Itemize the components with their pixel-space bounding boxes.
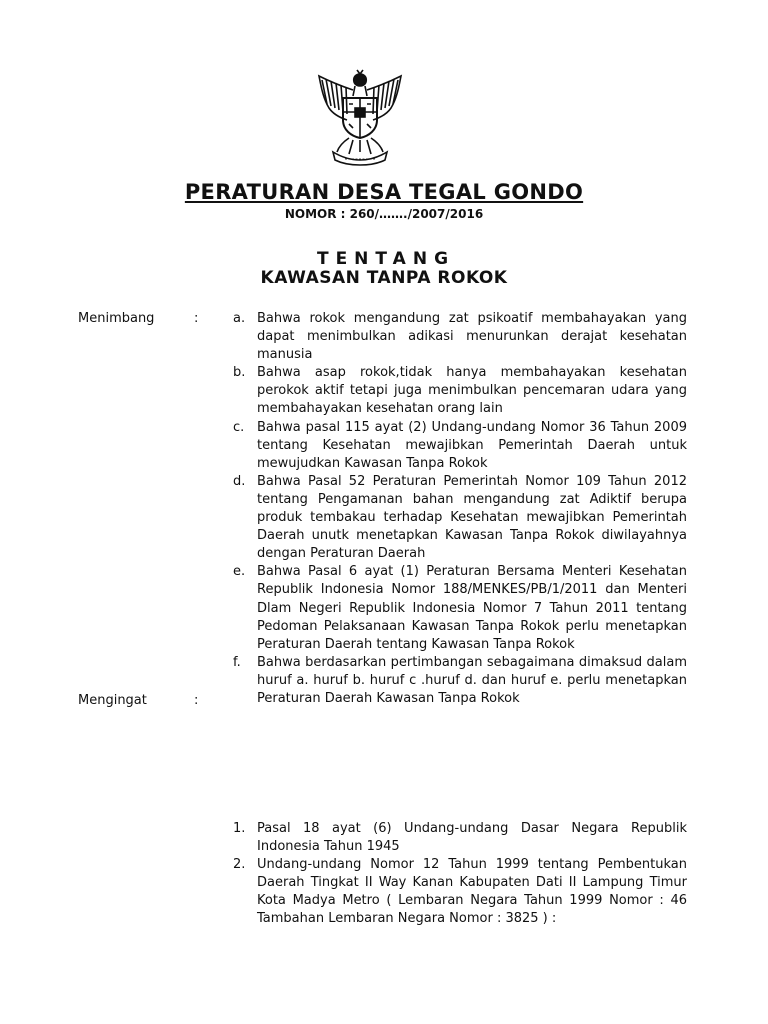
item-marker: 1. — [233, 821, 246, 836]
mengingat-list — [233, 820, 687, 929]
item-marker: c. — [233, 419, 245, 435]
item-text: Undang-undang Nomor 12 Tahun 1999 tentang Pembentukan Daerah Tingkat II Way Kanan Kabupaten Dati II Lampung Timur Kota Madya Metro ( Lembaran Negara Tahun 1999 Nomor : 46 Tambahan Lembaran Negara Nomor : 3825 ) : — [257, 857, 687, 927]
item-text: Bahwa berdasarkan pertimbangan sebagaimana dimaksud dalam huruf a. huruf b. huruf c .huruf d. dan huruf e. perlu menetapkan Peraturan Daerah Kawasan Tanpa Rokok — [257, 654, 687, 706]
mengingat-item-1 — [233, 820, 687, 856]
menimbang-item-f — [233, 654, 687, 708]
item-text: Bahwa pasal 115 ayat (2) Undang-undang Nomor 36 Tahun 2009 tentang Kesehatan mewajibkan Pemerintah Daerah untuk mewujudkan Kawasan Tanpa Rokok — [257, 419, 687, 471]
subject-heading: KAWASAN TANPA ROKOK — [260, 268, 508, 288]
menimbang-colon: : — [194, 311, 199, 326]
menimbang-item-e — [233, 563, 687, 653]
mengingat-item-2 — [233, 856, 687, 928]
garuda-emblem-icon — [313, 68, 407, 166]
document-title: PERATURAN DESA TEGAL GONDO — [184, 180, 584, 204]
menimbang-label: Menimbang — [78, 311, 155, 326]
mengingat-colon: : — [194, 693, 199, 708]
menimbang-item-a — [233, 310, 687, 364]
item-marker: a. — [233, 311, 246, 326]
item-marker: b. — [233, 365, 246, 381]
item-marker: e. — [233, 564, 246, 580]
menimbang-item-b — [233, 364, 687, 418]
mengingat-label: Mengingat — [78, 693, 147, 708]
item-text: Bahwa Pasal 52 Peraturan Pemerintah Nomor 109 Tahun 2012 tentang Pengamanan bahan mengandung zat Adiktif berupa produk tembakau terhadap Kesehatan mewajibkan Pemerintah Daerah unutk menetapkan Kawasan Tanpa Rokok diwilayahnya dengan Peraturan Daerah — [257, 473, 687, 562]
tentang-heading: TENTANG — [316, 249, 456, 269]
item-marker: d. — [233, 473, 246, 489]
document-number: NOMOR : 260/……./2007/2016 — [284, 207, 484, 221]
item-marker: f. — [233, 654, 241, 670]
item-text: Bahwa Pasal 6 ayat (1) Peraturan Bersama Menteri Kesehatan Republik Indonesia Nomor 188/MENKES/PB/1/2011 dan Menteri Dlam Negeri Republik Indonesia Nomor 7 Tahun 2011 tentang Pedoman Pelaksanaan Kawasan Tanpa Rokok perlu menetapkan Peraturan Daerah tentang Kawasan Tanpa Rokok — [257, 564, 687, 652]
item-text: Bahwa asap rokok,tidak hanya membahayakan kesehatan perokok aktif tetapi juga menimbulkan pencemaran udara yang membahayakan kesehatan orang lain — [257, 365, 687, 417]
menimbang-item-c — [233, 419, 687, 473]
item-text: Pasal 18 ayat (6) Undang-undang Dasar Negara Republik Indonesia Tahun 1945 — [257, 821, 687, 855]
menimbang-item-d — [233, 473, 687, 563]
menimbang-list — [233, 310, 687, 708]
item-text: Bahwa rokok mengandung zat psikoatif membahayakan yang dapat menimbulkan adikasi menurunkan derajat kesehatan manusia — [257, 311, 687, 363]
item-marker: 2. — [233, 857, 246, 873]
